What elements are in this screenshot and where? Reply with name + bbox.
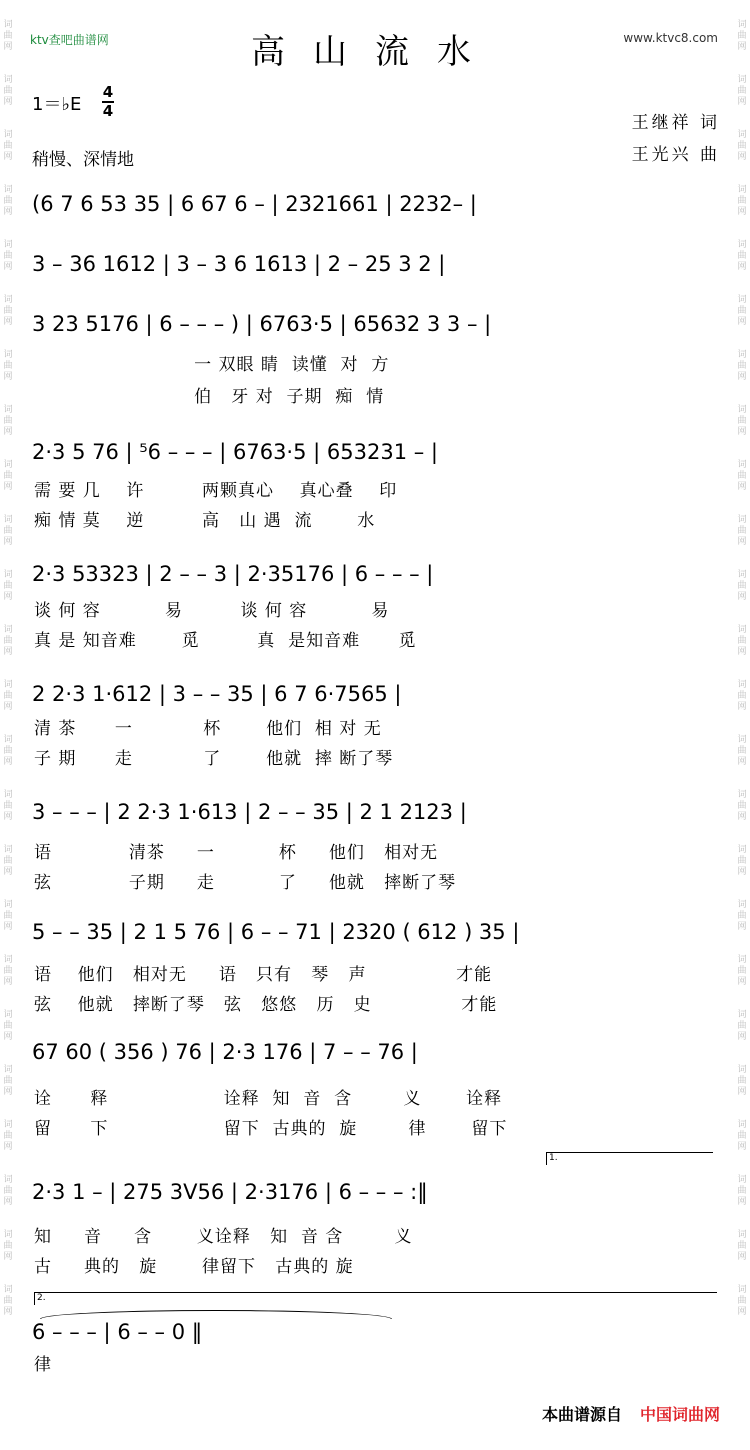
lyric-verse-1: 语 清茶 一 杯 他们 相对无: [34, 843, 439, 863]
notes-line: 5 – – 35 | 2 1 5 76 | 6 – – 71 | 2320 ( 612 ) 35 |: [32, 920, 520, 944]
score-system-9: [32, 1040, 720, 1070]
score-system-7: [32, 800, 720, 830]
lyric-verse-2: 痴 情 莫 逆 高 山 遇 流 水: [34, 511, 376, 531]
notes-line: 2·3 5 76 | ⁵6 – – – | 6763·5 | 653231 – |: [32, 440, 438, 464]
notes-line: 2·3 53323 | 2 – – 3 | 2·35176 | 6 – – – |: [32, 562, 434, 586]
lyric-verse-1: 诠 释 诠释 知 音 含 义 诠释: [34, 1089, 503, 1109]
notes-line: (6 7 6 53 35 | 6 67 6 – | 2321661 | 2232– |: [32, 192, 477, 216]
lyric-verse-2: 弦 子期 走 了 他就 摔断了琴: [34, 873, 457, 893]
lyric-verse-2: 弦 他就 摔断了琴 弦 悠悠 历 史 才能: [34, 995, 498, 1015]
score-system-3: [32, 312, 720, 342]
score-system-2: [32, 252, 720, 282]
notes-line: 3 – 36 1612 | 3 – 3 6 1613 | 2 – 25 3 2 |: [32, 252, 446, 276]
lyric-verse-2: 真 是 知音难 觅 真 是知音难 觅: [34, 631, 417, 651]
lyric-verse-1: 清 茶 一 杯 他们 相 对 无: [34, 719, 382, 739]
score-system-1: [32, 192, 720, 222]
song-title: 高山流水: [251, 32, 499, 72]
tie-arc: [40, 1310, 392, 1319]
second-ending-bracket: 2.: [34, 1292, 717, 1305]
lyric-verse-1: 需 要 几 许 两颗真心 真心叠 印: [34, 481, 398, 501]
footer-brand-link[interactable]: 中国词曲网: [639, 1405, 720, 1424]
lyric-verse-2: 古 典的 旋 律留下 古典的 旋: [34, 1257, 354, 1277]
score-system-11: [32, 1320, 720, 1350]
score-system-4: [32, 440, 720, 470]
score-system-8: [32, 920, 720, 950]
footer-label: 本曲谱源自: [541, 1405, 622, 1424]
lyricist-credit: 王继祥 词: [631, 113, 720, 133]
key-signature: 1＝♭E: [32, 94, 82, 115]
notes-line: 67 60 ( 356 ) 76 | 2·3 176 | 7 – – 76 |: [32, 1040, 418, 1064]
lyric-verse-1: 谈 何 容 易 谈 何 容 易: [34, 601, 390, 621]
lyric-verse-1: 一 双眼 睛 读懂 对 方: [34, 355, 390, 375]
lyric-verse-2: 留 下 留下 古典的 旋 律 留下: [34, 1119, 508, 1139]
composer-credit: 王光兴 曲: [631, 145, 720, 165]
lyric-verse-1: 语 他们 相对无 语 只有 琴 声 才能: [34, 965, 493, 985]
notes-line: 3 23 5176 | 6 – – – ) | 6763·5 | 65632 3 3 – |: [32, 312, 492, 336]
watermark-site-left: ktv查吧曲谱网: [30, 33, 109, 47]
score-system-6: [32, 682, 720, 712]
lyric-verse-1: 知 音 含 义诠释 知 音 含 义: [34, 1227, 413, 1247]
score-system-5: [32, 562, 720, 592]
watermark-site-right: www.ktvc8.com: [623, 31, 718, 45]
lyric-verse-2: 子 期 走 了 他就 摔 断了琴: [34, 749, 394, 769]
time-signature: [102, 84, 114, 120]
side-watermark-left: 词 曲 网 词 曲 网 词 曲 网 词 曲 网 词 曲 网 词 曲 网 词 曲 网 词 曲 网 词 曲 网 词 曲 网 词 曲 网 词 曲 网 词 曲 网 词 曲 网 词 曲 网 词 曲 网 词 曲 网 词 曲 网 词 曲 网 词 曲 网 词 曲 网 词 曲 网 词 曲 网 词 曲 网: [3, 20, 13, 1317]
lyric-verse-1: 律: [34, 1355, 52, 1375]
notes-line: 3 – – – | 2 2·3 1·613 | 2 – – 35 | 2 1 2123 |: [32, 800, 467, 824]
tempo-marking: 稍慢、深情地: [32, 150, 134, 170]
notes-line: 6 – – – | 6 – – 0 ‖: [32, 1320, 203, 1344]
side-watermark-right: 词 曲 网 词 曲 网 词 曲 网 词 曲 网 词 曲 网 词 曲 网 词 曲 网 词 曲 网 词 曲 网 词 曲 网 词 曲 网 词 曲 网 词 曲 网 词 曲 网 词 曲 网 词 曲 网 词 曲 网 词 曲 网 词 曲 网 词 曲 网 词 曲 网 词 曲 网 词 曲 网 词 曲 网: [737, 20, 747, 1317]
lyric-verse-2: 伯 牙 对 子期 痴 情: [34, 387, 385, 407]
notes-line: 2·3 1 – | 275 3ᐯ56 | 2·3176 | 6 – – – :‖: [32, 1180, 428, 1204]
source-footer: [542, 1402, 720, 1425]
meter-top: 4: [102, 83, 114, 101]
notes-line: 2 2·3 1·612 | 3 – – 35 | 6 7 6·7565 |: [32, 682, 402, 706]
first-ending-bracket: 1.: [546, 1152, 713, 1165]
score-system-10: [32, 1180, 720, 1210]
meter-bottom: 4: [102, 102, 114, 120]
